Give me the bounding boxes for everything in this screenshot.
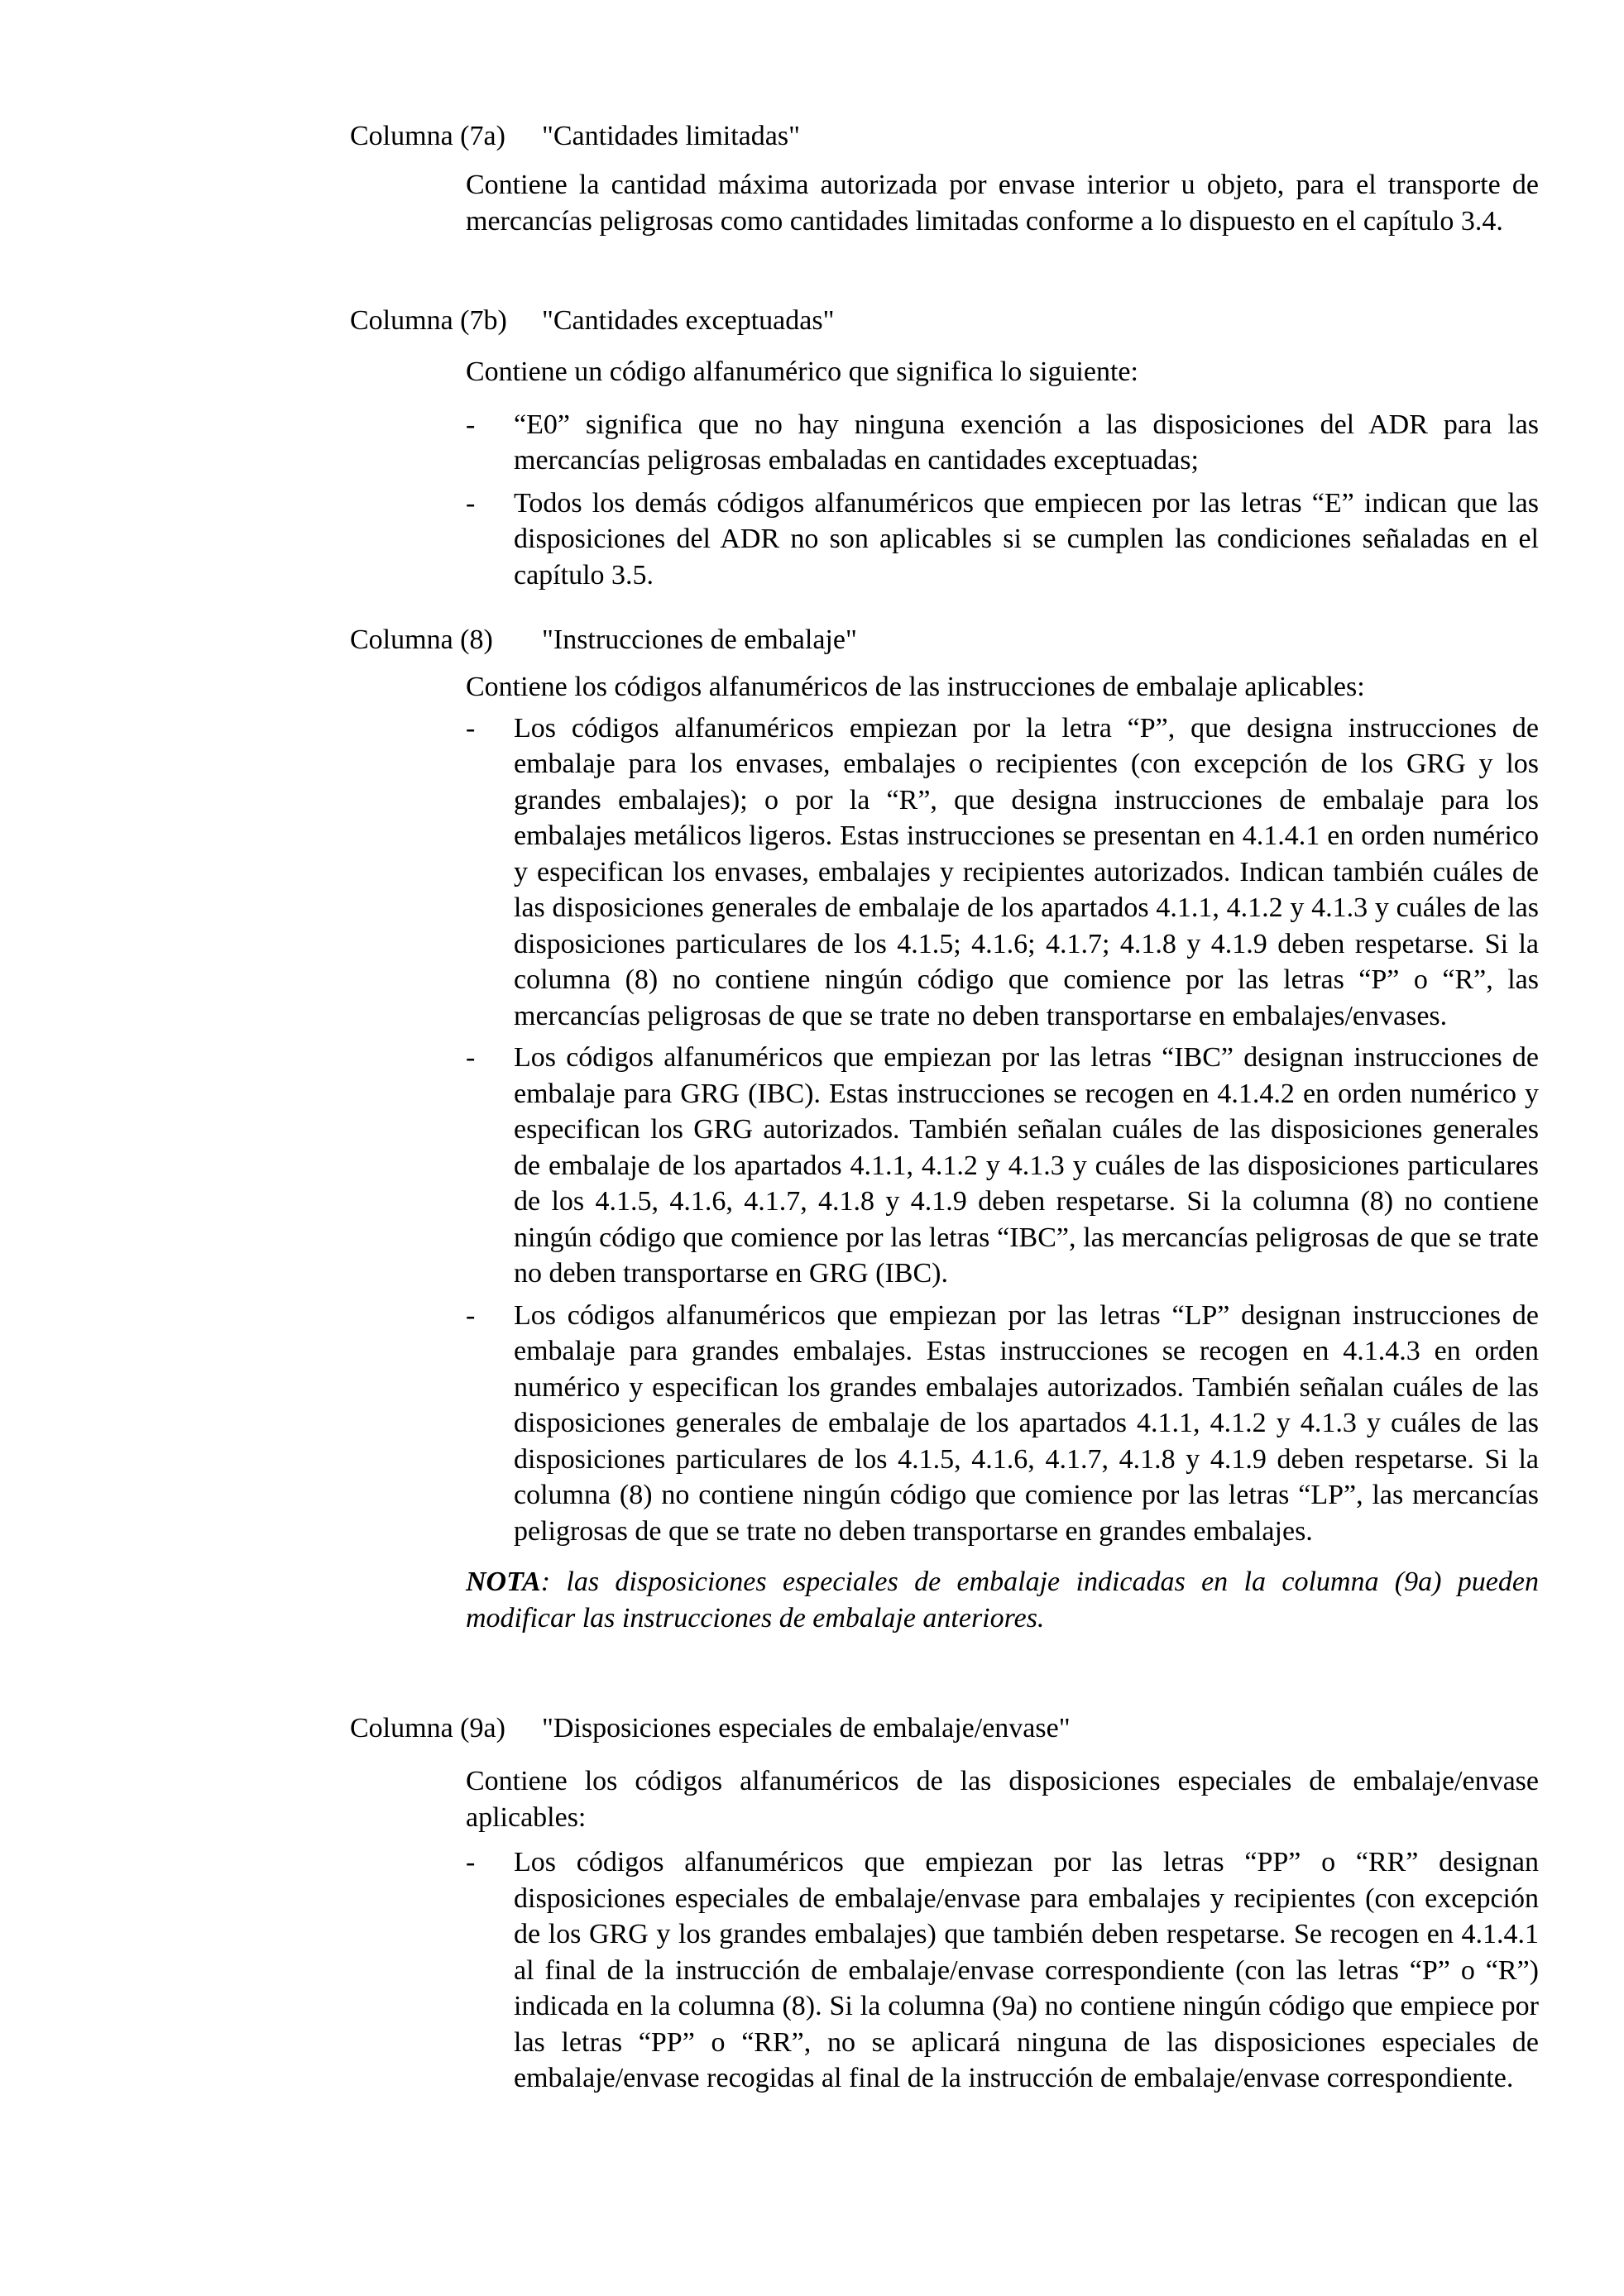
section-heading <box>350 622 1539 658</box>
list-item-text: Los códigos alfanuméricos empiezan por la letra “P”, que designa instrucciones de embalaje para los envases, embalajes o recipientes (con excepción de los GRG y los grandes embalajes); o por la “R”, que designa instrucciones de embalaje para los embalajes metálicos ligeros. Estas instrucciones se presentan en 4.1.4.1 en orden numérico y especifican los envases, embalajes y recipientes autorizados. Indican también cuáles de las disposiciones generales de embalaje de los apartados 4.1.1, 4.1.2 y 4.1.3 y cuáles de las disposiciones particulares de los 4.1.5; 4.1.6; 4.1.7; 4.1.8 y 4.1.9 deben respetarse. Si la columna (8) no contiene ningún código que comience por las letras “P” o “R”, las mercancías peligrosas de que se trate no deben transportarse en embalajes/envases. <box>514 712 1539 1031</box>
column-title: "Disposiciones especiales de embalaje/envase" <box>542 1713 1071 1744</box>
bullet-list <box>466 1844 1539 2097</box>
dash-marker: - <box>466 712 476 744</box>
list-item-text: Los códigos alfanuméricos que empiezan por las letras “IBC” designan instrucciones de embalaje para GRG (IBC). Estas instrucciones se recogen en 4.1.4.2 en orden numérico y especifican los GRG autorizados. También señalan cuáles de las disposiciones generales de embalaje de los apartados 4.1.1, 4.1.2 y 4.1.3 y cuáles de las disposiciones particulares de los 4.1.5, 4.1.6, 4.1.7, 4.1.8 y 4.1.9 deben respetarse. Si la columna (8) no contiene ningún código que comience por las letras “IBC”, las mercancías peligrosas de que se trate no deben transportarse en GRG (IBC). <box>514 1042 1539 1289</box>
list-item <box>466 486 1539 594</box>
column-title: "Instrucciones de embalaje" <box>542 624 857 655</box>
section-heading <box>350 118 1539 155</box>
section-body <box>466 669 1539 1636</box>
column-label: Columna (7b) <box>350 305 507 336</box>
list-item <box>466 1298 1539 1550</box>
section-intro: Contiene los códigos alfanuméricos de las instrucciones de embalaje aplicables: <box>466 672 1365 702</box>
column-title: "Cantidades exceptuadas" <box>542 305 835 336</box>
section-heading <box>350 1710 1539 1747</box>
dash-marker: - <box>466 1299 476 1331</box>
note-label: NOTA <box>466 1567 541 1597</box>
list-item <box>466 1844 1539 2097</box>
section-body <box>466 354 1539 593</box>
bullet-list <box>466 407 1539 594</box>
section-column-7a <box>350 118 1539 239</box>
list-item <box>466 407 1539 479</box>
section-intro: Contiene los códigos alfanuméricos de las disposiciones especiales de embalaje/envase aplicables: <box>466 1766 1539 1833</box>
column-title: "Cantidades limitadas" <box>542 121 800 151</box>
list-item-text: “E0” significa que no hay ninguna exención a las disposiciones del ADR para las mercancías peligrosas embaladas en cantidades exceptuadas; <box>514 409 1539 476</box>
dash-marker: - <box>466 1847 476 1877</box>
list-item-text: Los códigos alfanuméricos que empiezan por las letras “PP” o “RR” designan disposiciones especiales de embalaje/envase para embalajes y recipientes (con excepción de los GRG y los grandes embalajes) que también deben respetarse. Se recogen en 4.1.4.1 al final de la instrucción de embalaje/envase correspondiente (con las letras “P” o “R”) indicada en la columna (8). Si la columna (9a) no contiene ningún código que empiece por las letras “PP” o “RR”, no se aplicará ninguna de las disposiciones especiales de embalaje/envase recogidas al final de la instrucción de embalaje/envase correspondiente. <box>514 1847 1539 2093</box>
section-intro: Contiene la cantidad máxima autorizada por envase interior u objeto, para el transporte de mercancías peligrosas como cantidades limitadas conforme a lo dispuesto en el capítulo 3.4. <box>466 170 1539 237</box>
bullet-list <box>466 710 1539 1550</box>
dash-marker: - <box>466 1042 476 1073</box>
dash-marker: - <box>466 487 476 519</box>
list-item-text: Los códigos alfanuméricos que empiezan por las letras “LP” designan instrucciones de embalaje para grandes embalajes. Estas instrucciones se recogen en 4.1.4.3 en orden numérico y especifican los grandes embalajes autorizados. También señalan cuáles de las disposiciones generales de embalaje de los apartados 4.1.1, 4.1.2 y 4.1.3 y cuáles de las disposiciones particulares de los 4.1.5, 4.1.6, 4.1.7, 4.1.8 y 4.1.9 deben respetarse. Si la columna (8) no contiene ningún código que comience por las letras “LP”, las mercancías peligrosas de que se trate no deben transportarse en grandes embalajes. <box>514 1299 1539 1547</box>
section-column-8 <box>350 622 1539 1636</box>
list-item-text: Todos los demás códigos alfanuméricos que empiecen por las letras “E” indican que las disposiciones del ADR no son aplicables si se cumplen las condiciones señaladas en el capítulo 3.5. <box>514 487 1539 591</box>
section-intro: Contiene un código alfanumérico que significa lo siguiente: <box>466 356 1138 387</box>
dash-marker: - <box>466 409 476 440</box>
column-label: Columna (9a) <box>350 1713 505 1744</box>
note-text: : las disposiciones especiales de embalaje indicadas en la columna (9a) pueden modificar las instrucciones de embalaje anteriores. <box>466 1567 1539 1634</box>
packing-note <box>466 1564 1539 1636</box>
section-column-9a <box>350 1710 1539 2097</box>
list-item <box>466 1040 1539 1292</box>
section-heading <box>350 303 1539 339</box>
section-body <box>466 167 1539 239</box>
section-column-7b <box>350 303 1539 593</box>
column-label: Columna (7a) <box>350 121 505 151</box>
list-item <box>466 710 1539 1035</box>
section-body <box>466 1763 1539 2097</box>
column-label: Columna (8) <box>350 624 493 655</box>
